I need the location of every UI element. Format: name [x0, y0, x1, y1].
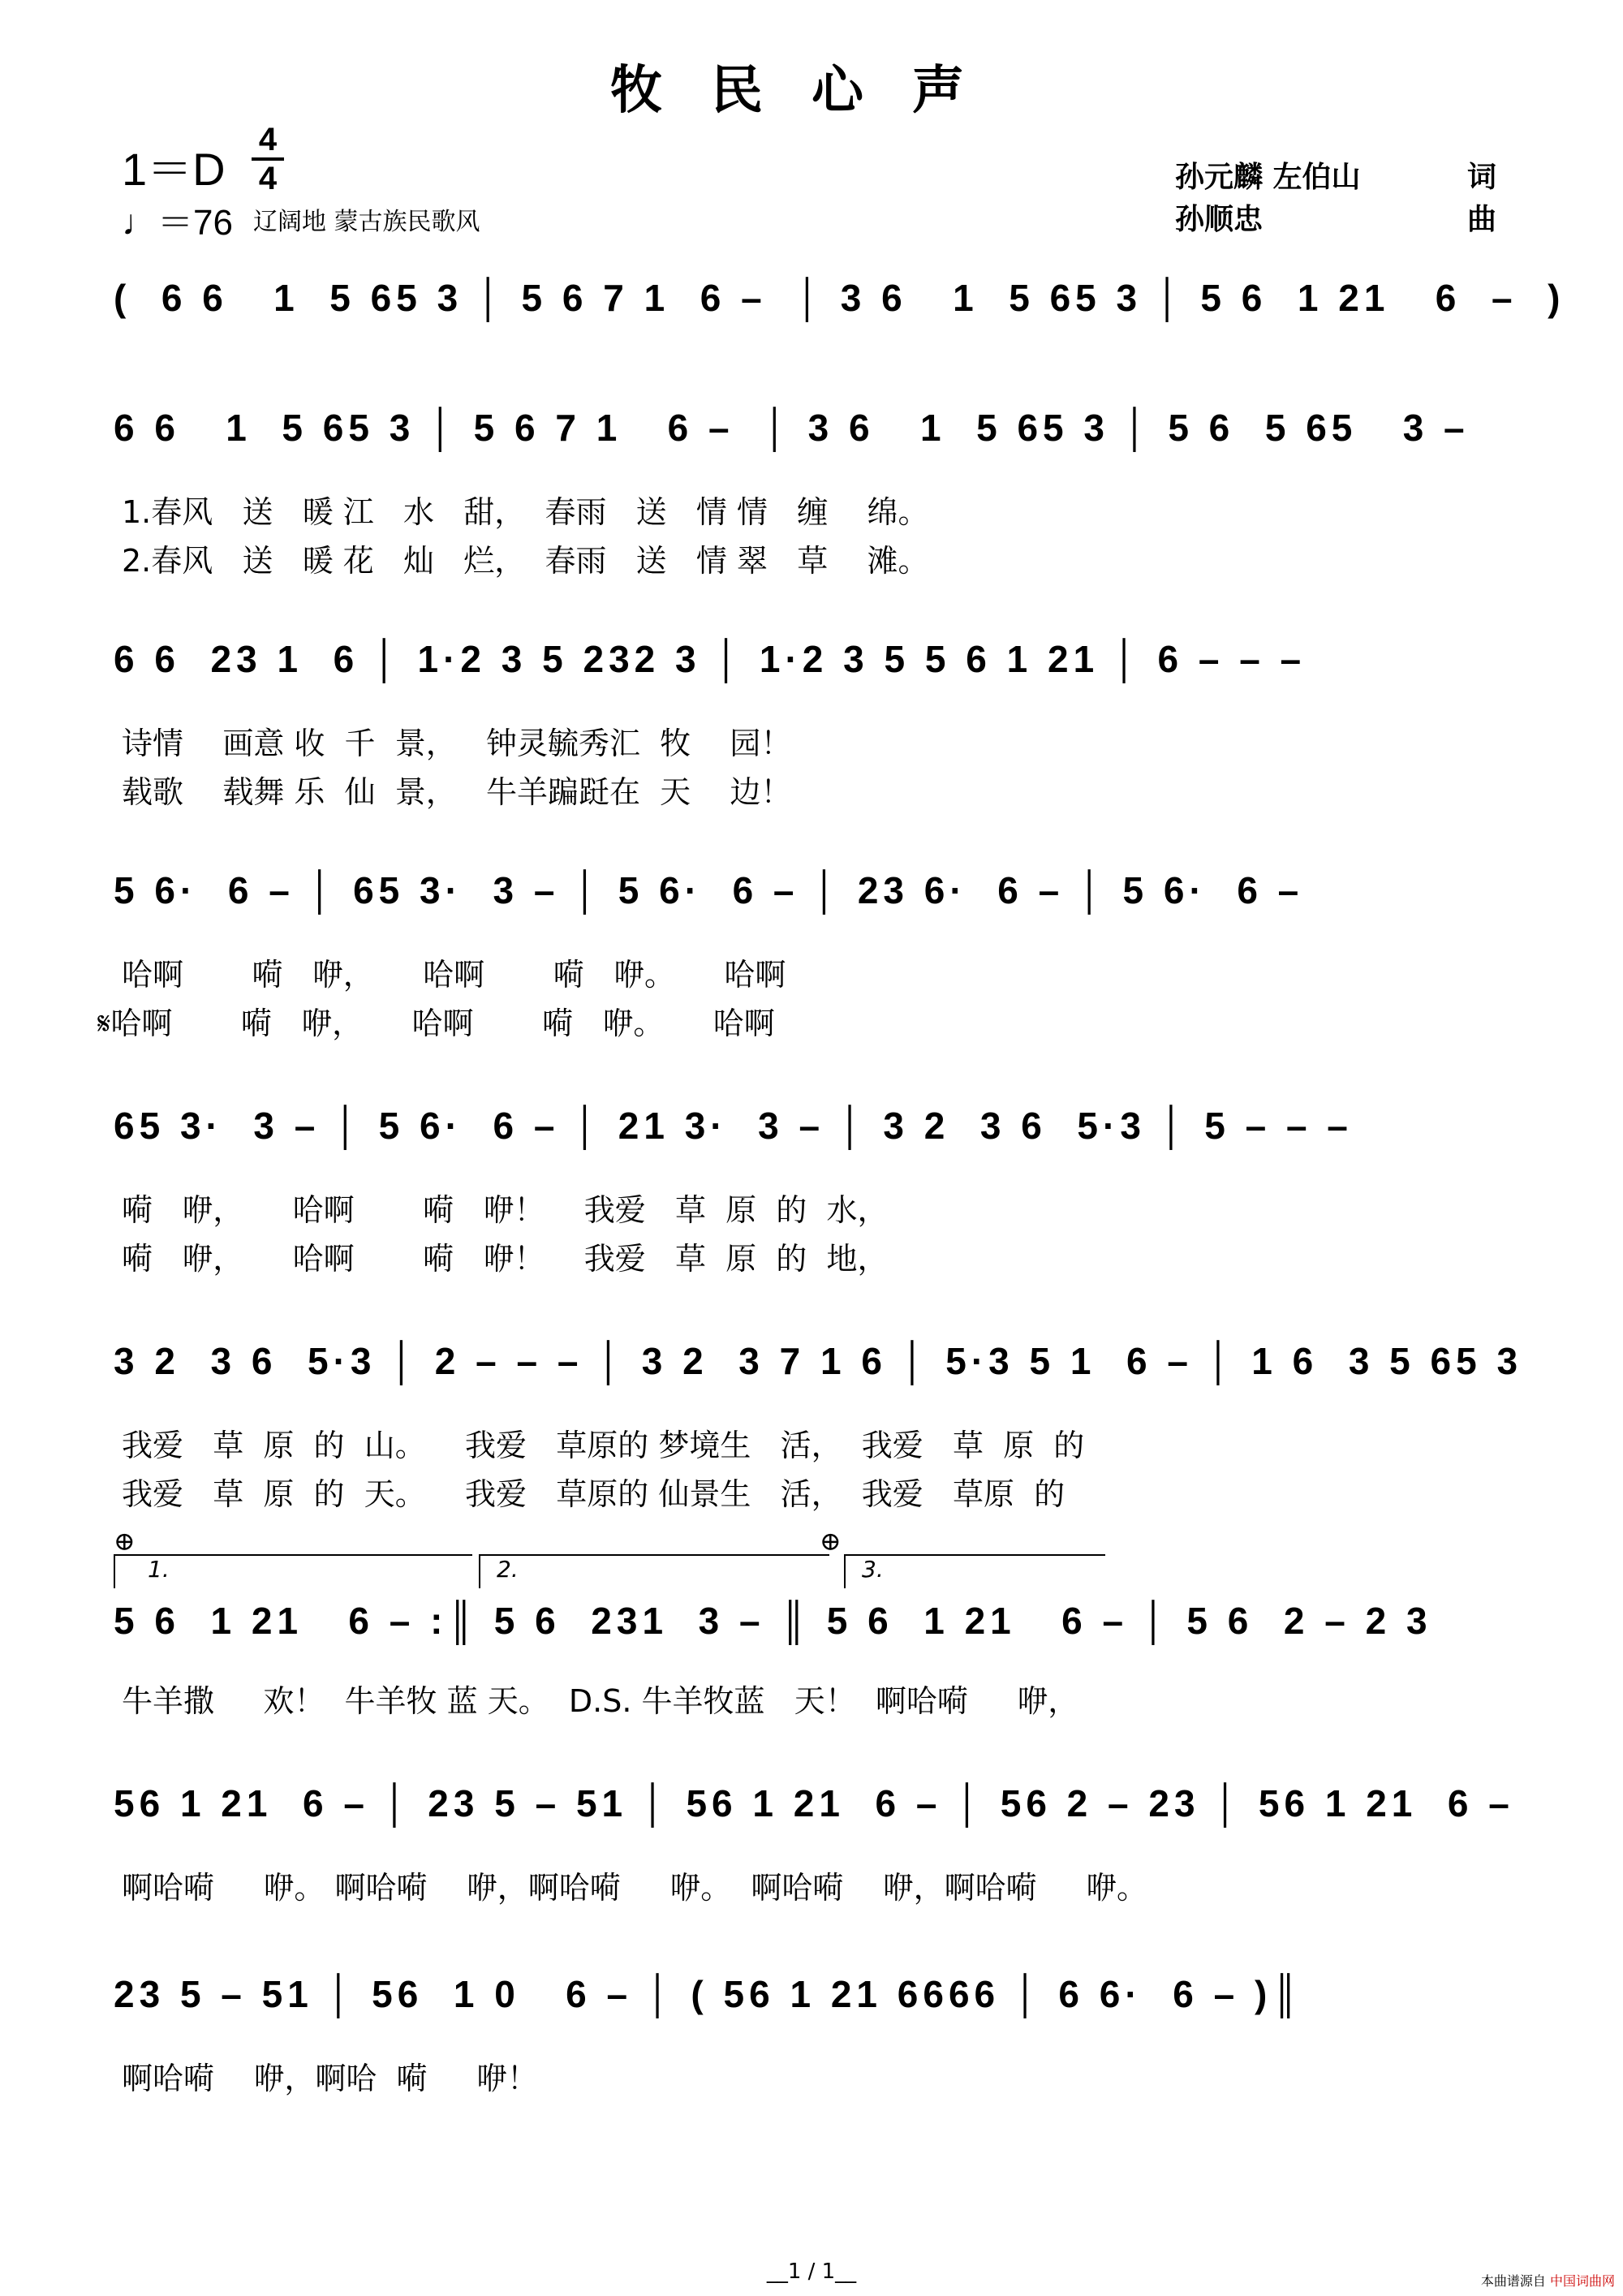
- score-line-intro: [114, 276, 1565, 341]
- score-line-7: [114, 1781, 1514, 1906]
- note-row: 65 3· 3 – │ 5 6· 6 – │ 21 3· 3 – │ 3 2 3 6 5·3 │ 5 – – –: [114, 1105, 1353, 1147]
- note-row: 5 6 1 21 6 – :║ 5 6 231 3 – ║ 5 6 1 21 6 – │ 5 6 2 – 2 3: [114, 1600, 1432, 1642]
- lyric-verse-1: 诗情 画意 收 千 景， 钟灵毓秀汇 牧 园！: [122, 726, 792, 761]
- time-signature: [252, 123, 284, 195]
- key-signature: 1＝D: [122, 144, 226, 195]
- score-line-5: [114, 1339, 1523, 1526]
- score-line-3: [97, 868, 1509, 1055]
- coda-sign-icon: ⊕: [114, 1526, 136, 1557]
- page-number: __1 / 1__: [766, 2259, 857, 2284]
- volta-label: 1.: [148, 1556, 170, 1583]
- lyric-verse: 啊哈嗬 咿，啊哈 嗬 咿！: [122, 2061, 538, 2096]
- score-line-4: [114, 1104, 1509, 1290]
- note-row: 5 6· 6 – │ 65 3· 3 – │ 5 6· 6 – │ 23 6· 6 – │ 5 6· 6 –: [114, 869, 1304, 911]
- score-line-8: [114, 1972, 1509, 2094]
- lyricists: 孙元麟 左伯山: [1175, 160, 1361, 194]
- volta-bracket-3: [844, 1554, 1105, 1588]
- lyric-verse-1: 嗬 咿， 哈啊 嗬 咿！ 我爱 草 原 的 水，: [122, 1192, 889, 1228]
- volta-bracket-1: [114, 1554, 472, 1588]
- watermark-source: 本曲谱源自: [1480, 2273, 1546, 2289]
- note-row: 23 5 – 51 │ 56 1 0 6 – │ ( 56 1 21 6666 │ 6 6· 6 – )║: [114, 1973, 1303, 2015]
- composer: 孙顺忠: [1175, 202, 1264, 236]
- lyric-verse-2: 2.春风 送 暖 花 灿 烂， 春雨 送 情 翠 草 滩。: [122, 543, 929, 579]
- note-row: ( 6 6 1 5 65 3 │ 5 6 7 1 6 – │ 3 6 1 5 65 3 │ 5 6 1 21 6 – ): [114, 277, 1565, 319]
- score-line-1: [114, 406, 1509, 592]
- lyric-verse-2: 嗬 咿， 哈啊 嗬 咿！ 我爱 草 原 的 地，: [122, 1241, 889, 1277]
- time-signature-bottom: 4: [258, 161, 278, 196]
- lyric-verse-2: 载歌 载舞 乐 仙 景， 牛羊蹁跹在 天 边！: [122, 774, 792, 810]
- lyric-verse-2: 我爱 草 原 的 天。 我爱 草原的 仙景生 活， 我爱 草原 的: [122, 1476, 1065, 1512]
- volta-bracket-2: [479, 1554, 829, 1588]
- note-row: 6 6 1 5 65 3 │ 5 6 7 1 6 – │ 3 6 1 5 65 3 │ 5 6 5 65 3 –: [114, 407, 1470, 449]
- watermark: [1481, 2271, 1615, 2290]
- note-row: 56 1 21 6 – │ 23 5 – 51 │ 56 1 21 6 – │ 56 2 – 23 │ 56 1 21 6 –: [114, 1782, 1514, 1824]
- tempo-description: 辽阔地 蒙古族民歌风: [253, 208, 480, 236]
- note-row: 6 6 23 1 6 │ 1·2 3 5 232 3 │ 1·2 3 5 5 6 1 21 │ 6 – – –: [114, 638, 1307, 680]
- score-line-2: [114, 637, 1509, 824]
- score-line-6: [114, 1526, 1509, 1721]
- music-label: 曲: [1467, 202, 1497, 236]
- lyric-verse: 啊哈嗬 咿。 啊哈嗬 咿，啊哈嗬 咿。 啊哈嗬 咿，啊哈嗬 咿。: [122, 1870, 1148, 1906]
- lyric-verse-1: 我爱 草 原 的 山。 我爱 草原的 梦境生 活， 我爱 草 原 的: [122, 1428, 1085, 1463]
- volta-label: 3.: [862, 1556, 884, 1583]
- watermark-site: 中国词曲网: [1549, 2273, 1615, 2289]
- song-title: 牧民心声: [610, 60, 1013, 121]
- lyric-label: 词: [1467, 160, 1497, 194]
- lyric-verse: 牛羊撒 欢！ 牛羊牧 蓝 天。 D.S. 牛羊牧蓝 天！ 啊哈嗬 咿，: [122, 1683, 1079, 1719]
- note-row: 3 2 3 6 5·3 │ 2 – – – │ 3 2 3 7 1 6 │ 5·3 5 1 6 – │ 1 6 3 5 65 3: [114, 1340, 1523, 1382]
- tempo-value: ＝76: [157, 203, 233, 243]
- volta-label: 2.: [497, 1556, 519, 1583]
- lyric-verse-1: 哈啊 嗬 咿， 哈啊 嗬 咿。 哈啊: [122, 957, 786, 993]
- time-signature-top: 4: [258, 122, 278, 157]
- tempo-marking: [122, 193, 233, 245]
- quarter-note-icon: ♩: [122, 203, 157, 243]
- coda-sign-icon: ⊕: [820, 1526, 842, 1557]
- lyric-verse-2: 𝄋哈啊 嗬 咿， 哈啊 嗬 咿。 哈啊: [97, 1006, 775, 1041]
- lyric-verse-1: 1.春风 送 暖 江 水 甜， 春雨 送 情 情 缠 绵。: [122, 494, 929, 530]
